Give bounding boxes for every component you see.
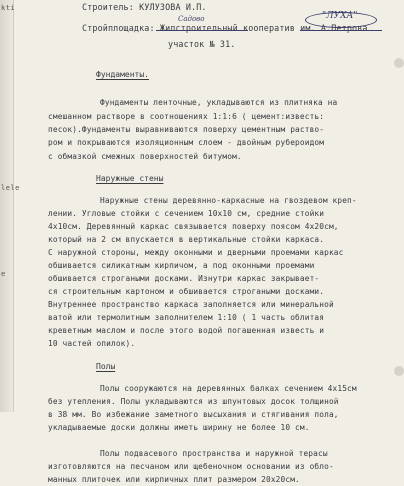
- text-line: С наружной стороны, между оконными и дверными проемами каркас: [48, 248, 344, 257]
- margin-note: e: [1, 270, 6, 278]
- text-line: Наружные стены деревянно-каркасные на гвоздевом креп-: [100, 196, 357, 205]
- punch-hole: [394, 58, 404, 68]
- builder-line: Строитель: КУЛУЗОВА И.П.: [82, 2, 207, 12]
- margin-note: kti: [1, 4, 16, 12]
- text-line: Внутреннее пространство каркаса заполняется или минеральной: [48, 300, 334, 309]
- text-line: 10 частей опилок).: [48, 339, 136, 348]
- text-line: песок).Фундаменты выравниваются поверху цементным раство-: [48, 125, 325, 134]
- text-line: изготовляются на песчаном или щебеночном основании из обло-: [48, 462, 334, 471]
- margin-note: lele: [1, 184, 20, 192]
- text-line: Полы подвасевого пространства и наружной терасы: [100, 449, 328, 458]
- text-line: с обмазкой смежных поверхностей битумом.: [48, 152, 242, 161]
- text-line: манных плиточек или кирпичных плит размером 20х20см.: [48, 475, 300, 484]
- text-line: обшивается строгаными досками. Изнутри каркас закрывает-: [48, 274, 320, 283]
- text-line: Фундаменты ленточные, укладываются из плитняка на: [100, 98, 338, 107]
- text-line: ватой или термолитным заполнителем 1:10 ( 1 часть облитая: [48, 313, 325, 322]
- punch-hole: [394, 366, 404, 376]
- text-line: ром и покрываются изоляционным слоем - двойным рубероидом: [48, 138, 325, 147]
- section-heading-floors: Полы: [96, 362, 116, 371]
- text-line: обшивается силикатным кирпичом, а под оконными проемами: [48, 261, 315, 270]
- strikethrough-line: [300, 30, 382, 31]
- page-binding-edge: [0, 0, 14, 412]
- plot-number: участок № 31.: [168, 39, 236, 49]
- text-line: смешанном растворе в соотношениях 1:1:6 ( цемент:известь:: [48, 112, 325, 121]
- site-line: Стройплощадка: Жилстроительный кооператив им. А.Петрова: [82, 23, 368, 33]
- text-line: укладываемые доски должны иметь ширину не более 10 см.: [48, 423, 310, 432]
- text-line: без утепления. Полы укладываются из шпунтовых досок толщиной: [48, 397, 339, 406]
- text-line: который на 2 см впускается в вертикальные стойки каркаса.: [48, 235, 325, 244]
- handwritten-site-name: "ЛУХА": [322, 11, 358, 21]
- text-line: в 38 мм. Во избежание заметного высыхания и стягивания пола,: [48, 410, 339, 419]
- text-line: ся строительным картоном и обшивается строгаными досками.: [48, 287, 325, 296]
- text-line: лении. Угловые стойки с сечением 10х10 см, средние стойки: [48, 209, 325, 218]
- strikethrough-line: [156, 30, 248, 31]
- handwritten-site-main: Садово: [178, 15, 205, 23]
- text-line: креветным маслом и после этого водой погашенная известь и: [48, 326, 325, 335]
- text-line: 4х10см. Деревянный каркас связывается поверху поясом 4х20см,: [48, 222, 339, 231]
- section-heading-exterior-walls: Наружные стены: [96, 174, 164, 183]
- section-heading-foundations: Фундаменты.: [96, 70, 149, 79]
- text-line: Полы сооружаются на деревянных балках сечением 4х15см: [100, 384, 357, 393]
